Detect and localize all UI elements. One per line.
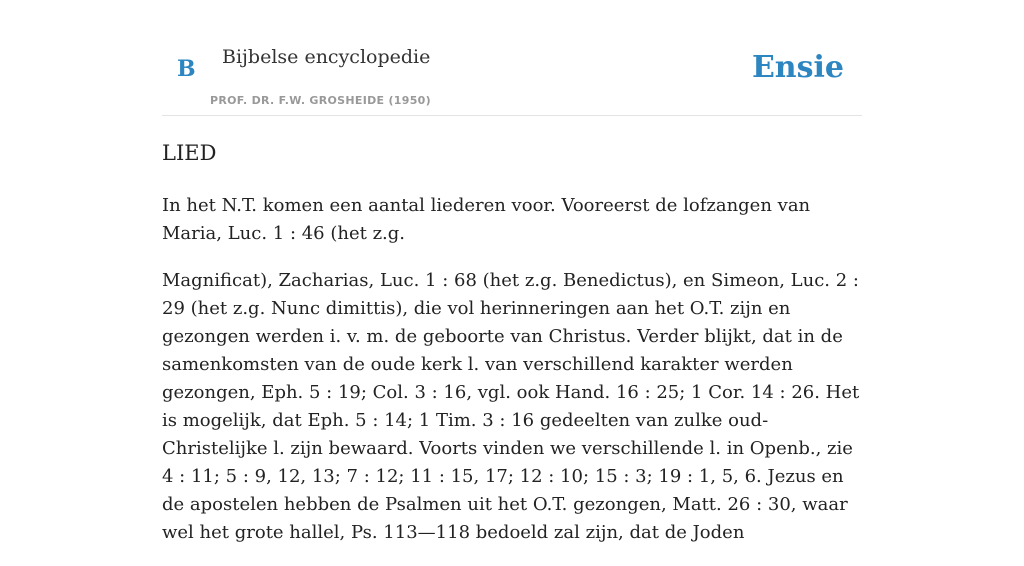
book-author: PROF. DR. F.W. GROSHEIDE (1950) [210, 94, 431, 107]
book-header [162, 36, 862, 116]
book-title-link[interactable]: Bijbelse encyclopedie [222, 46, 431, 68]
entry-paragraph: In het N.T. komen een aantal liederen voor. Vooreerst de lofzangen van Maria, Luc. 1 : 46 (het z.g. [162, 195, 811, 244]
entry-paragraph: Magnificat), Zacharias, Luc. 1 : 68 (het z.g. Benedictus), en Simeon, Luc. 2 : 29 (het z.g. Nunc dimittis), die vol herinneringen aan het O.T. zijn en gezongen werden i. v. m. de geboorte van Christus. Verder blijkt, dat in de samenkomsten van de oude kerk l. van verschillend karakter werden gezongen, Eph. 5 : 19; Col. 3 : 16, vgl. ook Hand. 16 : 25; 1 Cor. 14 : 26. Het is mogelijk, dat Eph. 5 : 14; 1 Tim. 3 : 16 gedeelten van zulke oud-Christelijke l. zijn bewaard. Voorts vinden we verschillende l. in Openb., zie 4 : 11; 5 : 9, 12, 13; 7 : 12; 11 : 15, 17; 12 : 10; 15 : 3; 19 : 1, 5, 6. Jezus en de apostelen hebben de Psalmen uit het O.T. gezongen, Matt. 26 : 30, waar wel het grote hallel, Ps. 113—118 bedoeld zal zijn, dat de Joden [162, 270, 860, 543]
entry-content [162, 192, 862, 566]
book-letter-icon[interactable]: B [177, 56, 196, 82]
entry-title: LIED [162, 141, 217, 165]
ensie-logo-link[interactable]: Ensie [751, 50, 844, 85]
